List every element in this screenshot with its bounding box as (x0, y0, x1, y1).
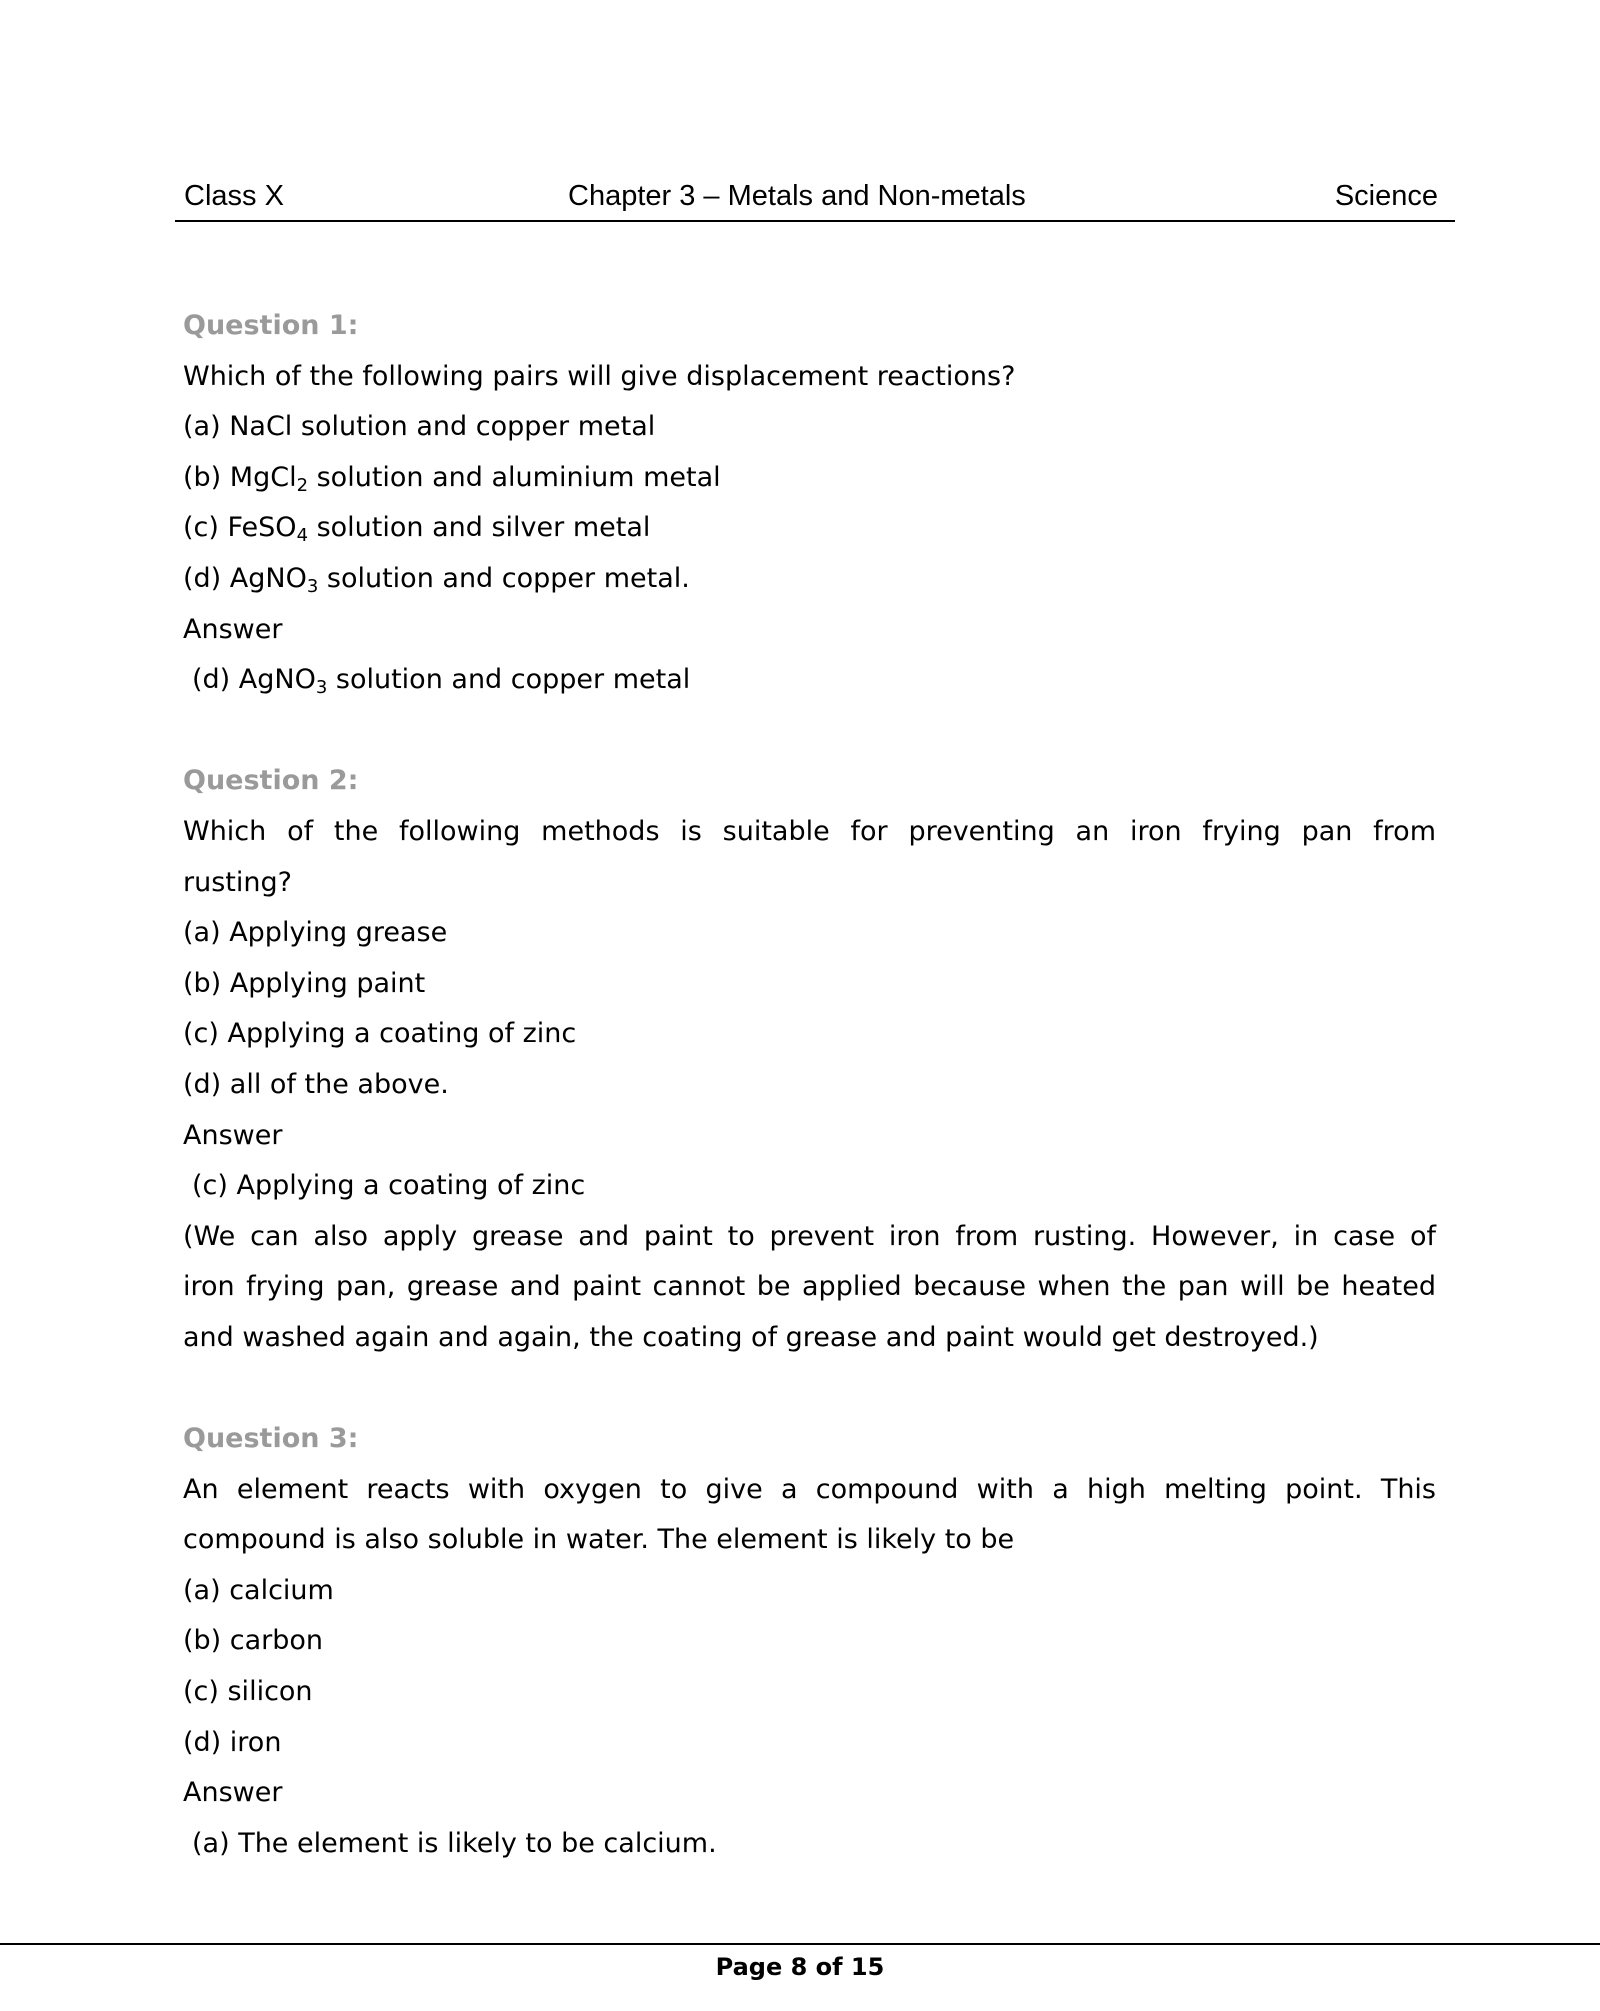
answer-pre: (d) AgNO (192, 664, 316, 696)
option-d: (d) iron (183, 1726, 282, 1758)
answer-label: Answer (183, 613, 283, 645)
question-1 (183, 301, 1436, 706)
header-class: Class X (184, 180, 284, 212)
question-title: Question 2: (183, 765, 359, 797)
option-c-pre: (c) FeSO (183, 512, 297, 544)
question-text-line-1: An element reacts with oxygen to give a compound with a high melting point. This (183, 1473, 1436, 1505)
option-c: (c) silicon (183, 1676, 313, 1708)
option-b-post: solution and aluminium metal (308, 461, 721, 493)
option-d-post: solution and copper metal. (318, 562, 690, 594)
header-chapter: Chapter 3 – Metals and Non-metals (568, 180, 1026, 212)
explanation-line-3: and washed again and again, the coating of grease and paint would get destroyed.) (183, 1321, 1319, 1353)
answer-subscript: 3 (315, 677, 328, 699)
answer-post: solution and copper metal (327, 664, 691, 696)
spacer (183, 706, 1436, 757)
question-text-line-2: rusting? (183, 866, 292, 898)
option-d: (d) all of the above. (183, 1068, 449, 1100)
answer-label: Answer (183, 1777, 283, 1809)
option-c-subscript: 4 (296, 525, 309, 547)
option-a: (a) calcium (183, 1574, 334, 1606)
answer-text: (c) Applying a coating of zinc (192, 1170, 586, 1202)
header-subject: Science (1334, 180, 1438, 212)
footer-divider (0, 1943, 1600, 1945)
page-number: Page 8 of 15 (715, 1953, 885, 1981)
option-c (183, 503, 1436, 554)
question-3 (183, 1414, 1436, 1869)
option-c-post: solution and silver metal (308, 512, 651, 544)
option-a: (a) Applying grease (183, 917, 448, 949)
option-b-subscript: 2 (296, 474, 309, 496)
answer-text: (a) The element is likely to be calcium. (192, 1827, 717, 1859)
answer-text (183, 655, 1436, 706)
page-header (175, 170, 1455, 222)
option-c: (c) Applying a coating of zinc (183, 1018, 577, 1050)
option-d-subscript: 3 (306, 575, 319, 597)
page-content (183, 301, 1436, 1869)
question-2 (183, 756, 1436, 1363)
option-a: (a) NaCl solution and copper metal (183, 411, 656, 443)
explanation-line-1: (We can also apply grease and paint to prevent iron from rusting. However, in case of (183, 1220, 1436, 1252)
option-b: (b) carbon (183, 1625, 324, 1657)
spacer (183, 1363, 1436, 1414)
question-text-line-2: compound is also soluble in water. The element is likely to be (183, 1524, 1015, 1556)
option-b: (b) Applying paint (183, 967, 426, 999)
option-b-pre: (b) MgCl (183, 461, 297, 493)
option-b (183, 453, 1436, 504)
explanation-line-2: iron frying pan, grease and paint cannot be applied because when the pan will be heated (183, 1271, 1436, 1303)
question-text: Which of the following pairs will give displacement reactions? (183, 360, 1016, 392)
question-text-line-1: Which of the following methods is suitable for preventing an iron frying pan from (183, 815, 1436, 847)
option-d-pre: (d) AgNO (183, 562, 307, 594)
answer-label: Answer (183, 1119, 283, 1151)
question-title: Question 3: (183, 1423, 359, 1455)
option-d (183, 554, 1436, 605)
question-title: Question 1: (183, 310, 359, 341)
